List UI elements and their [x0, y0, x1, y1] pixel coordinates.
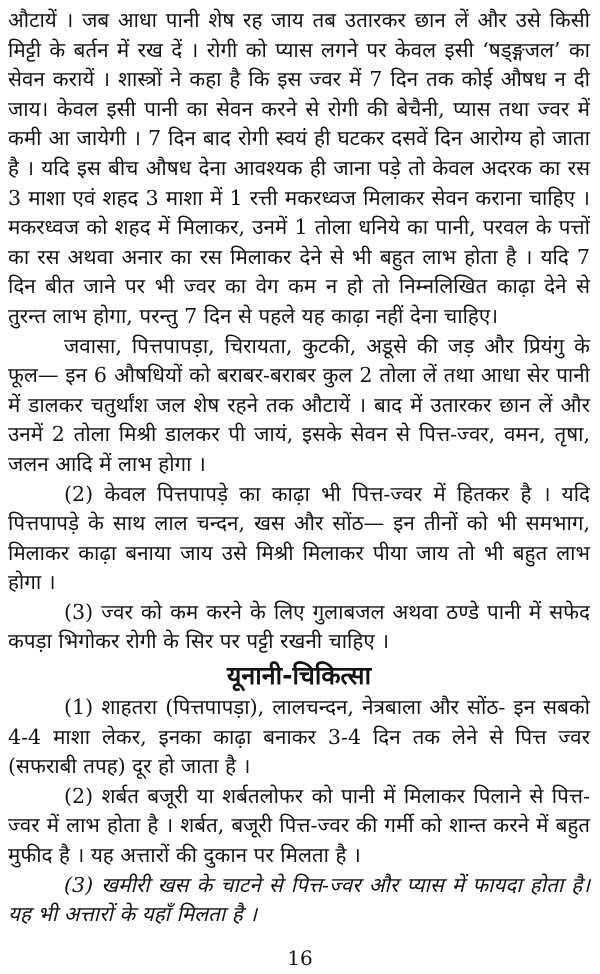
- paragraph-unani-3: (3) खमीरी खस के चाटने से पित्त-ज्वर और प्यास में फायदा होता है। यह भी अत्तारों के यहाँ मिलता है ।: [8, 872, 590, 927]
- paragraph-unani-1: (1) शाहतरा (पित्तपापड़ा), लालचन्दन, नेत्रबाला और सोंठ- इन सबको 4-4 माशा लेकर, इनका काढ़ा बनाकर 3-4 दिन तक लेने से पित्त ज्वर (सफराबी तपह) दूर हो जाता है ।: [8, 695, 590, 779]
- paragraph-remedy-2: (2) केवल पित्तपापड़े का काढ़ा भी पित्त-ज्वर में हितकर है । यदि पित्तपापड़े के साथ लाल चन्दन, खस और सोंठ— इन तीनों को भी समभाग, मिलाकर काढ़ा बनाया जाय उसे मिश्री मिलाकर पीया जाय तो भी बहुत लाभ होगा ।: [8, 481, 590, 595]
- paragraph-remedy-3: (3) ज्वर को कम करने के लिए गुलाबजल अथवा ठण्डे पानी में सफेद कपड़ा भिगोकर रोगी के सिर पर पट्टी रखनी चाहिए ।: [8, 599, 590, 654]
- paragraph-decoction-recipe: जवासा, पित्तपापड़ा, चिरायता, कुटकी, अडूसे की जड़ और प्रियंगु के फूल— इन 6 औषधियों को बराबर-बराबर कुल 2 तोला लें तथा आधा सेर पानी में डालकर चतुर्थांश जल शेष रहने तक औटायें । बाद में उतारकर छान लें और उनमें 2 तोला मिश्री डालकर पी जायं, इसके सेवन से पित्त-ज्वर, वमन, तृषा, जलन आदि में लाभ होगा ।: [8, 333, 590, 476]
- page-number: 16: [287, 946, 313, 970]
- section-heading-unani: यूनानी-चिकित्सा: [226, 661, 372, 691]
- paragraph-treatment-intro: औटायें । जब आधा पानी शेष रह जाय तब उतारकर छान लें और उसे किसी मिट्टी के बर्तन में रख दें । रोगी को प्यास लगने पर केवल इसी ‘षड्ङ्गजल’ का सेवन करायें । शास्त्रों ने कहा है कि इस ज्वर में 7 दिन तक कोई औषध न दी जाय। केवल इसी पानी का सेवन करने से रोगी की बेचैनी, प्यास तथा ज्वर में कमी आ जायेगी । 7 दिन बाद रोगी स्वयं ही घटकर दसवें दिन आरोग्य हो जाता है । यदि इस बीच औषध देना आवश्यक ही जाना पड़े तो केवल अदरक का रस 3 माशा एवं शहद 3 माशा में 1 रत्ती मकरध्वज मिलाकर सेवन कराना चाहिए । मकरध्वज को शहद में मिलाकर, उनमें 1 तोला धनिये का पानी, परवल के पत्तों का रस अथवा अनार का रस मिलाकर देने से भी बहुत लाभ होता है । यदि 7 दिन बीत जाने पर भी ज्वर का वेग कम न हो तो निम्नलिखित काढ़ा देने से तुरन्त लाभ होगा, परन्तु 7 दिन से पहले यह काढ़ा नहीं देना चाहिए।: [8, 8, 590, 328]
- paragraph-unani-2: (2) शर्बत बजूरी या शर्बतलोफर को पानी में मिलाकर पिलाने से पित्त-ज्वर में लाभ होता है । शर्बत, बजूरी पित्त-ज्वर की गर्मी को शान्त करने में बहुत मुफीद है । यह अत्तारों की दुकान पर मिलता है ।: [8, 783, 590, 868]
